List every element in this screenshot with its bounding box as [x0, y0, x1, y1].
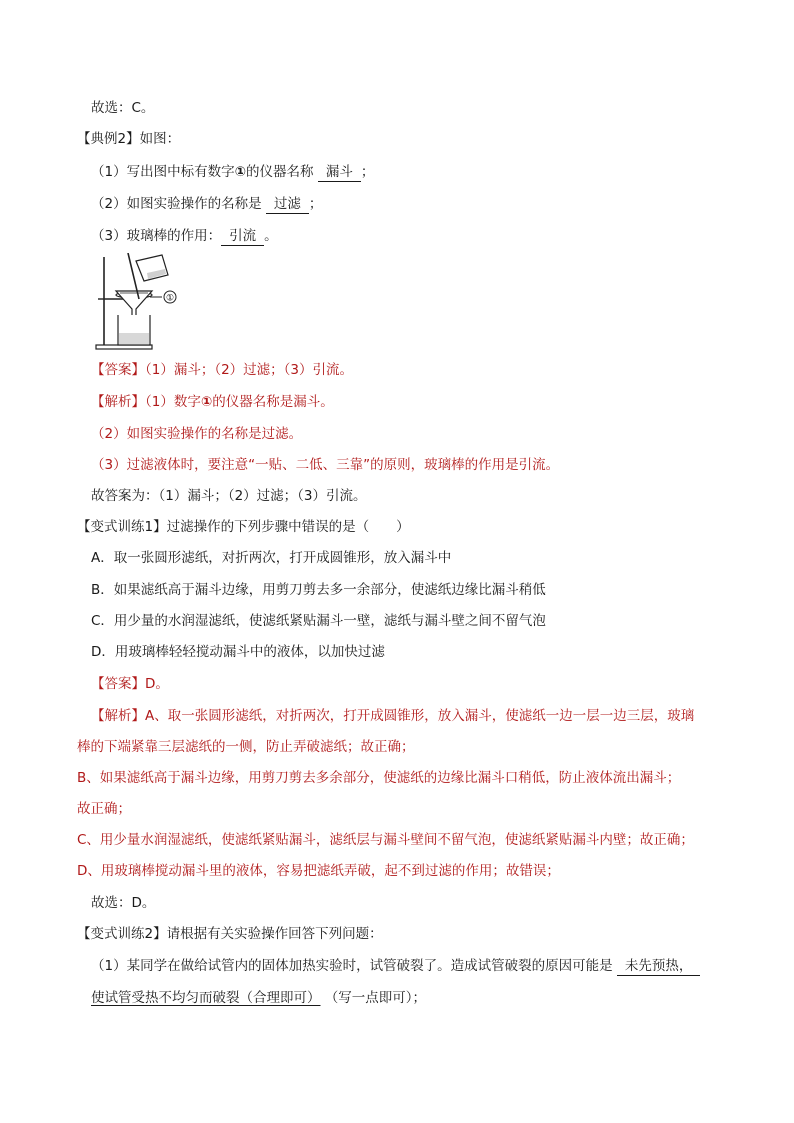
- variant2-q1-hint: （写一点即可）；: [324, 990, 427, 1006]
- variant2-question-1: [91, 956, 700, 976]
- q3-text: （3）玻璃棒的作用：: [91, 228, 222, 244]
- q1-text-2: 的仪器名称: [246, 164, 314, 180]
- variant1-analysis-3: [77, 768, 680, 788]
- circled-one: ①: [234, 164, 247, 180]
- analysis-rest: 的仪器名称是漏斗。: [212, 394, 334, 410]
- q2-answer-blank: 过滤: [266, 196, 309, 214]
- variant2-q1-text: （1）某同学在做给试管内的固体加热实验时，试管破裂了。造成试管破裂的原因可能是: [91, 958, 613, 974]
- analysis-line-2: （2）如图实验操作的名称是过滤。: [91, 426, 303, 442]
- q1-end: ；: [360, 164, 375, 180]
- filtrate: [119, 333, 149, 344]
- analysis-prefix: 【解析】（1）数字: [91, 394, 201, 410]
- variant1-conclusion: 故选：D。: [91, 895, 156, 911]
- q1-answer-blank: 漏斗: [318, 164, 361, 182]
- q2-text: （2）如图实验操作的名称是: [91, 196, 262, 212]
- variant2-heading: 【变式训练2】请根据有关实验操作回答下列问题：: [77, 926, 383, 942]
- example2-analysis-3: [91, 455, 559, 475]
- example2-answer: [91, 360, 353, 380]
- example2-heading: 【典例2】如图：: [77, 131, 181, 147]
- example2-question-2: [91, 194, 322, 214]
- example2-final-answer: 故答案为：（1）漏斗；（2）过滤；（3）引流。: [91, 488, 367, 504]
- filtration-apparatus-figure: [92, 253, 192, 353]
- analysis-line-3: （3）过滤液体时，要注意“一贴、二低、三靠”的原则，玻璃棒的作用是引流。: [91, 457, 560, 473]
- variant1-analysis-a-cont: 棒的下端紧靠三层滤纸的一侧，防止弄破滤纸；故正确；: [77, 739, 415, 755]
- variant1-option-a: A．取一张圆形滤纸，对折两次，打开成圆锥形，放入漏斗中: [91, 550, 452, 566]
- example2-analysis-1: [91, 392, 334, 412]
- variant1-option-d: D．用玻璃棒轻轻搅动漏斗中的液体，以加快过滤: [91, 644, 385, 660]
- example2-question-3: [91, 226, 278, 246]
- figure-label: ①: [165, 293, 175, 304]
- example1-conclusion: 故选：C。: [91, 100, 155, 116]
- q3-answer-blank: 引流: [221, 228, 264, 246]
- variant1-analysis-5: [77, 830, 694, 850]
- variant2-question-1-cont: [91, 988, 426, 1008]
- example2-analysis-2: [91, 424, 302, 444]
- variant1-analysis-b-cont: 故正确；: [77, 801, 131, 817]
- variant1-analysis-a: 【解析】A、取一张圆形滤纸，对折两次，打开成圆锥形，放入漏斗，使滤纸一边一层一边三层，玻璃: [91, 708, 695, 724]
- variant1-analysis-6: [77, 861, 560, 881]
- variant1-analysis-1: [91, 706, 694, 726]
- variant1-analysis-d: D、用玻璃棒搅动漏斗里的液体，容易把滤纸弄破，起不到过滤的作用；故错误；: [77, 863, 560, 879]
- example2-question-1: [91, 162, 374, 182]
- stand-base: [96, 345, 152, 349]
- variant1-option-c: C．用少量的水润湿滤纸，使滤纸紧贴漏斗一壁，滤纸与漏斗壁之间不留气泡: [91, 613, 546, 629]
- variant1-answer: [91, 674, 169, 694]
- variant2-q1-answer-cont: 使试管受热不均匀而破裂（合理即可）: [91, 990, 321, 1006]
- q1-text: （1）写出图中标有数字: [91, 164, 235, 180]
- variant1-analysis-2: [77, 737, 415, 757]
- analysis-circled-one: ①: [200, 394, 213, 410]
- q2-end: ；: [308, 196, 323, 212]
- variant1-analysis-c: C、用少量水润湿滤纸，使滤纸紧贴漏斗，滤纸层与漏斗壁间不留气泡，使滤纸紧贴漏斗内壁；故正确；: [77, 832, 694, 848]
- variant1-heading: 【变式训练1】过滤操作的下列步骤中错误的是（ ）: [77, 519, 410, 535]
- answer-text: 【答案】（1）漏斗；（2）过滤；（3）引流。: [91, 362, 354, 378]
- q3-end: 。: [264, 228, 278, 244]
- variant2-q1-answer-blank: 未先预热，: [617, 958, 701, 976]
- variant1-analysis-4: [77, 799, 131, 819]
- variant1-option-b: B．如果滤纸高于漏斗边缘，用剪刀剪去多一余部分，使滤纸边缘比漏斗稍低: [91, 582, 546, 598]
- variant1-analysis-b: B、如果滤纸高于漏斗边缘，用剪刀剪去多余部分，使滤纸的边缘比漏斗口稍低，防止液体流出漏斗；: [77, 770, 681, 786]
- variant1-answer-text: 【答案】D。: [91, 676, 169, 692]
